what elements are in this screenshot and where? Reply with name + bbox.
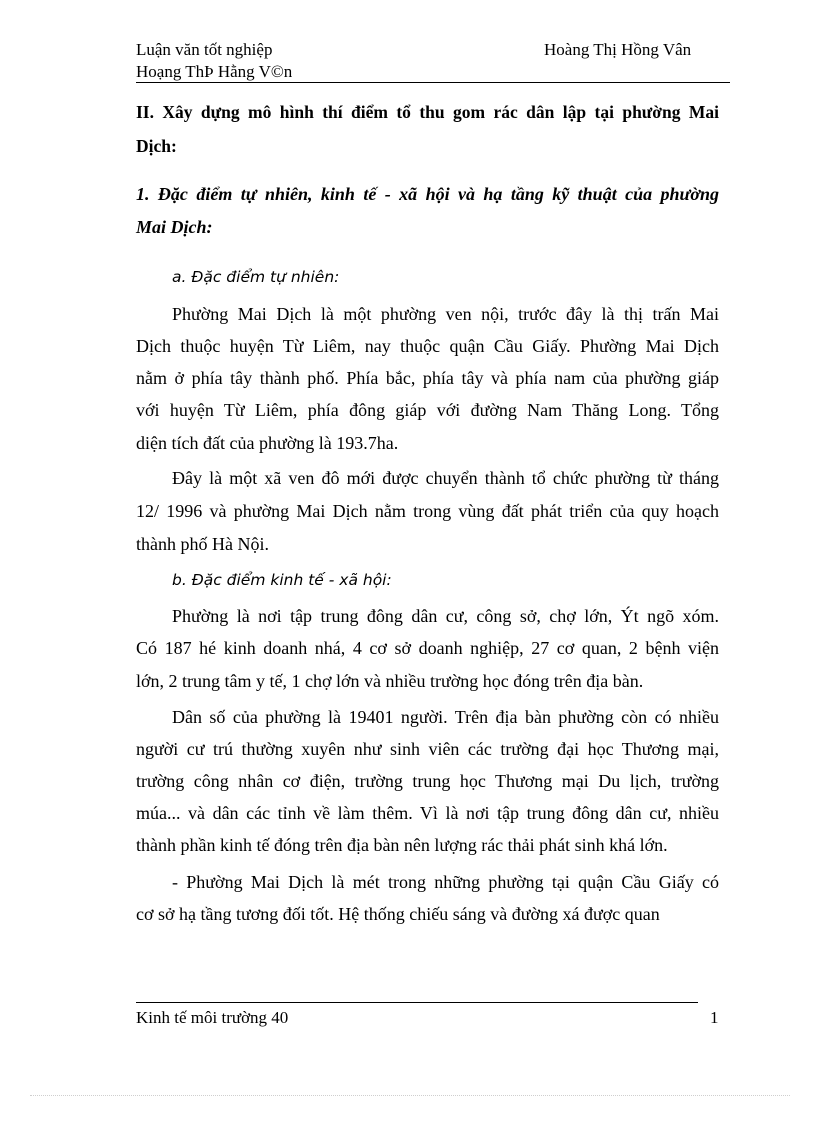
paragraph-line: nằm ở phía tây thành phố. Phía bắc, phía tây và phía nam của phường giáp [136,368,719,388]
paragraph-line: cơ sở hạ tầng tương đối tốt. Hệ thống chiếu sáng và đường xá được quan [136,904,660,924]
paragraph-line: Dân số của phường là 19401 người. Trên địa bàn phường còn có nhiều [172,707,719,727]
section-heading-line2: Dịch: [136,136,177,156]
paragraph-line: trường công nhân cơ điện, trường trung học Thương mại Du lịch, trường [136,771,719,791]
paragraph-line: múa... và dân các tỉnh về làm thêm. Vì là nơi tập trung đông dân cư, nhiều [136,803,719,823]
paragraph-line: thành phố Hà Nội. [136,534,269,554]
footer-rule [136,1002,698,1003]
header-author-name: Hoàng Thị Hồng Vân [544,40,692,59]
header-thesis-label: Luận văn tốt nghiệp [136,40,273,59]
paragraph-line: thành phần kinh tế đóng trên địa bàn nên lượng rác thải phát sinh khá lớn. [136,835,668,855]
paragraph-line: Có 187 hé kinh doanh nhá, 4 cơ sở doanh nghiệp, 27 cơ quan, 2 bệnh viện [136,638,719,658]
subsection-heading-line2: Mai Dịch: [136,217,213,237]
paragraph-line: - Phường Mai Dịch là mét trong những phường tại quận Cầu Giấy có [172,872,719,892]
paragraph-line: Phường Mai Dịch là một phường ven nội, trước đây là thị trấn Mai [172,304,719,324]
paragraph-line: diện tích đất của phường là 193.7ha. [136,433,399,453]
footer-course-label: Kinh tế môi trường 40 [136,1008,289,1027]
paragraph-line: 12/ 1996 và phường Mai Dịch nằm trong vùng đất phát triển của quy hoạch [136,501,719,521]
paragraph-line: người cư trú thường xuyên như sinh viên các trường đại học Thương mại, [136,739,719,759]
paragraph-line: Dịch thuộc huyện Từ Liêm, nay thuộc quận Cầu Giấy. Phường Mai Dịch [136,336,719,356]
subheading-natural: a. Đặc điểm tự nhiên: [172,268,340,286]
paragraph-line: Đây là một xã ven đô mới được chuyển thành tổ chức phường từ tháng [172,468,719,488]
subsection-heading-line1: 1. Đặc điểm tự nhiên, kinh tế - xã hội và hạ tầng kỹ thuật của phường [136,184,719,204]
page-edge-divider [30,1095,790,1096]
paragraph-line: Phường là nơi tập trung đông dân cư, công sở, chợ lớn, Ýt ngõ xóm. [172,606,719,626]
header-author-garbled: Hoạng ThÞ Hằng V©n [136,62,293,81]
footer-page-number: 1 [710,1008,719,1027]
section-heading-line1: II. Xây dựng mô hình thí điểm tổ thu gom rác dân lập tại phường Mai [136,102,719,122]
paragraph-line: với huyện Từ Liêm, phía đông giáp với đường Nam Thăng Long. Tổng [136,400,719,420]
header-rule [136,82,730,83]
paragraph-line: lớn, 2 trung tâm y tế, 1 chợ lớn và nhiều trường học đóng trên địa bàn. [136,671,644,691]
subheading-economic-social: b. Đặc điểm kinh tế - xã hội: [172,571,392,589]
